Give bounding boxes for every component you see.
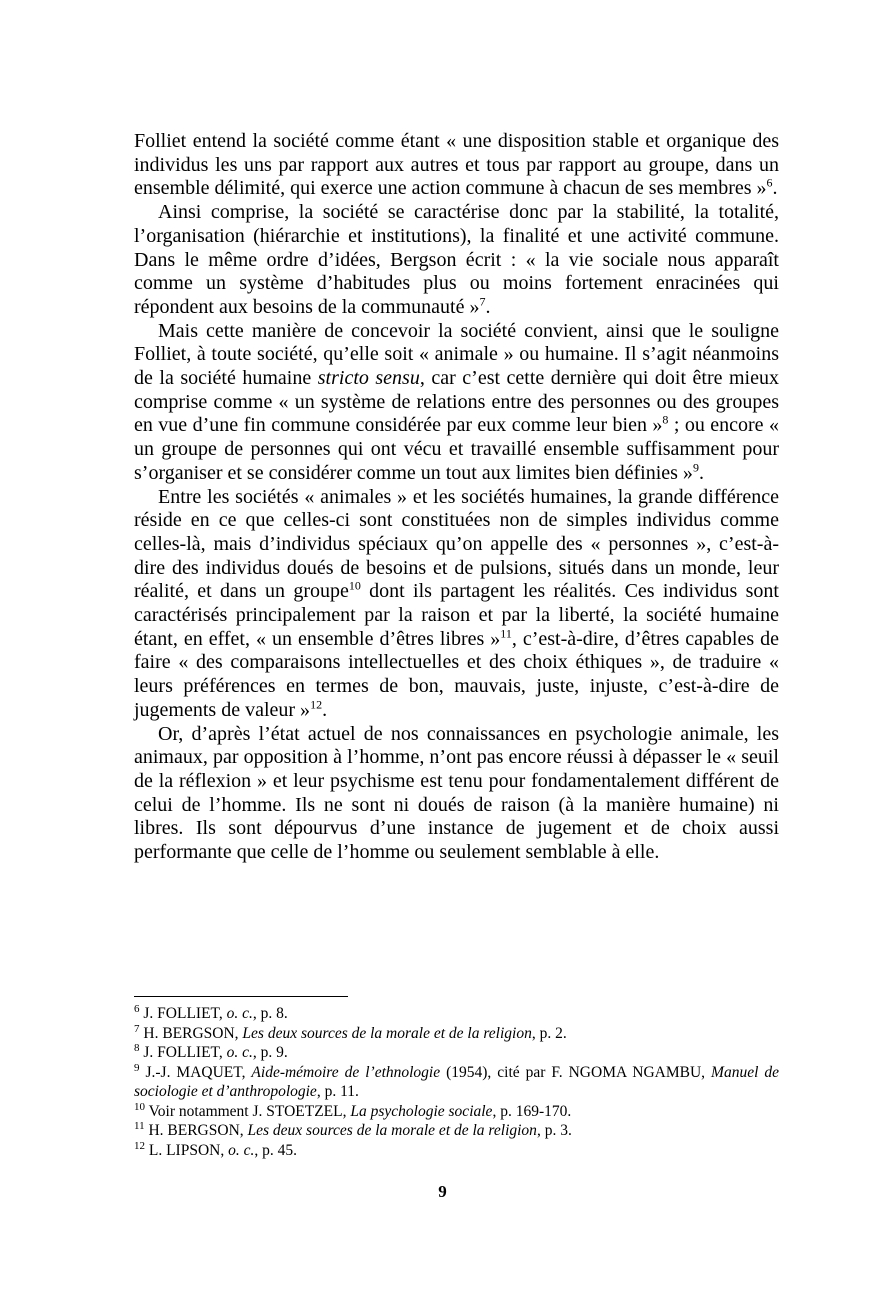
- paragraph-4: [134, 486, 779, 723]
- footnote-12: [134, 1141, 779, 1161]
- footnote-title: o. c.: [226, 1044, 253, 1061]
- footnote-ref: 10: [348, 578, 361, 593]
- footnote-ref: 7: [479, 294, 486, 309]
- footnote-number: 10: [134, 1100, 145, 1113]
- paragraph-5: [134, 723, 779, 865]
- paragraph-text: dont ils partagent les réalités. Ces individus sont caractérisés principalement par la raison et par la liberté, la société humaine étant, en effet, « un ensemble d’êtres libres »: [134, 580, 779, 650]
- paragraph-text: Or, d’après l’état actuel de nos connaissances en psychologie animale, les animaux, par opposition à l’homme, n’ont pas encore réussi à dépasser le « seuil de la réflexion » et leur psychisme est tenu pour fondamentalement différent de celui de l’homme. Ils ne sont ni doués de raison (à la manière humaine) ni libres. Ils sont dépourvus d’une instance de jugement et de choix aussi performante que celle de l’homme ou seulement semblable à elle.: [134, 722, 779, 864]
- footnote-10: [134, 1102, 779, 1122]
- paragraph-2: [134, 201, 779, 320]
- footnote-text: , p. 9.: [252, 1044, 288, 1061]
- footnote-text: L. LIPSON,: [145, 1141, 229, 1159]
- footnote-ref: 9: [692, 460, 699, 475]
- footnote-number: 11: [134, 1119, 145, 1132]
- footnote-number: 12: [134, 1139, 145, 1152]
- paragraph-text: , c’est-à-dire, d’êtres capables de faire « des comparaisons intellectuelles et des choix éthiques », de traduire « leurs préférences en termes de bon, mauvais, juste, injuste, c’est-à-dire de jugements de valeur »: [134, 627, 779, 721]
- paragraph-text: ; ou encore « un groupe de personnes qui ont vécu et travaillé ensemble suffisamment pour s’organiser et se considérer comme un tout aux limites bien définies »: [134, 414, 779, 484]
- footnote-text: J. FOLLIET,: [139, 1044, 227, 1061]
- footnote-number: 9: [134, 1061, 140, 1074]
- footnote-7: [134, 1024, 779, 1044]
- footnote-number: 7: [134, 1022, 140, 1035]
- footnote-text: , p. 11.: [316, 1083, 359, 1100]
- paragraph-text: Ainsi comprise, la société se caractérise donc par la stabilité, la totalité, l’organisation (hiérarchie et institutions), la finalité et une activité commune. Dans le même ordre d’idées, Bergson écrit : « la vie sociale nous apparaît comme un système d’habitudes plus ou moins fortement enracinées qui répondent aux besoins de la communauté »: [134, 201, 779, 318]
- footnote-ref: 12: [310, 697, 323, 712]
- footnote-title: Manuel de sociologie et d’anthropologie: [134, 1063, 779, 1100]
- footnote-text: , p. 3.: [536, 1122, 572, 1139]
- footnote-title: o. c.: [228, 1141, 255, 1159]
- footnote-ref: 8: [662, 412, 669, 427]
- footnote-title: La psychologie sociale: [350, 1102, 493, 1120]
- paragraph-text: .: [485, 295, 491, 318]
- paragraph-text: Folliet entend la société comme étant « une disposition stable et organique des individus les uns par rapport aux autres et tous par rapport au groupe, dans un ensemble délimité, qui exerce une action commune à chacun de ses membres »: [134, 130, 779, 200]
- paragraph-text: .: [772, 177, 778, 200]
- footnote-text: (1954), cité par F. NGOMA NGAMBU,: [440, 1063, 712, 1081]
- footnote-9: [134, 1063, 779, 1102]
- footnote-text: , p. 45.: [254, 1141, 297, 1159]
- footnote-text: , p. 2.: [531, 1024, 567, 1042]
- footnote-6: [134, 1004, 779, 1024]
- paragraph-text: Mais cette manière de concevoir la société convient, ainsi que le souligne Folliet, à toute société, qu’elle soit « animale » ou humaine. Il s’agit néanmoins de la société humaine: [134, 319, 779, 390]
- paragraph-text: , car c’est cette dernière qui doit être mieux comprise comme « un système de relations entre des personnes ou des groupes en vue d’une fin commune considérée par eux comme leur bien »: [134, 367, 779, 437]
- footnote-text: J.-J. MAQUET,: [139, 1063, 252, 1081]
- footnote-number: 8: [134, 1041, 140, 1054]
- paragraph-text: Entre les sociétés « animales » et les sociétés humaines, la grande différence réside en ce que celles-ci sont constituées non de simples individus comme celles-là, mais d’individus spéciaux qu’on appelle des « personnes », c’est-à-dire des individus doués de besoins et de pulsions, situés dans un monde, leur réalité, et dans un groupe: [134, 485, 779, 603]
- paragraph-text: .: [698, 461, 704, 484]
- footnote-title: o. c.: [226, 1005, 253, 1022]
- footnote-divider: [134, 996, 348, 997]
- footnote-text: H. BERGSON,: [139, 1024, 243, 1042]
- page-number: 9: [438, 1182, 447, 1201]
- footnote-text: , p. 169-170.: [492, 1102, 572, 1120]
- footnote-ref: 11: [500, 626, 512, 641]
- footnote-text: J. FOLLIET,: [139, 1005, 227, 1022]
- footnote-number: 6: [134, 1002, 140, 1015]
- main-text: [134, 130, 779, 865]
- footnote-title: Les deux sources de la morale et de la religion: [242, 1024, 532, 1042]
- footnote-text: H. BERGSON,: [144, 1122, 248, 1139]
- footnote-ref: 6: [766, 175, 773, 190]
- footnote-8: [134, 1043, 779, 1063]
- paragraph-1: [134, 130, 779, 201]
- footnote-text: , p. 8.: [252, 1005, 288, 1022]
- paragraph-text: .: [322, 698, 328, 721]
- footnote-text: Voir notamment J. STOETZEL,: [145, 1102, 351, 1120]
- footnote-title: Les deux sources de la morale et de la religion: [247, 1122, 537, 1139]
- footnote-11: [134, 1121, 779, 1141]
- footnotes: [134, 1004, 779, 1160]
- footnote-title: Aide-mémoire de l’ethnologie: [251, 1063, 441, 1081]
- paragraph-3: [134, 320, 779, 486]
- emphasis-text: stricto sensu: [317, 367, 420, 390]
